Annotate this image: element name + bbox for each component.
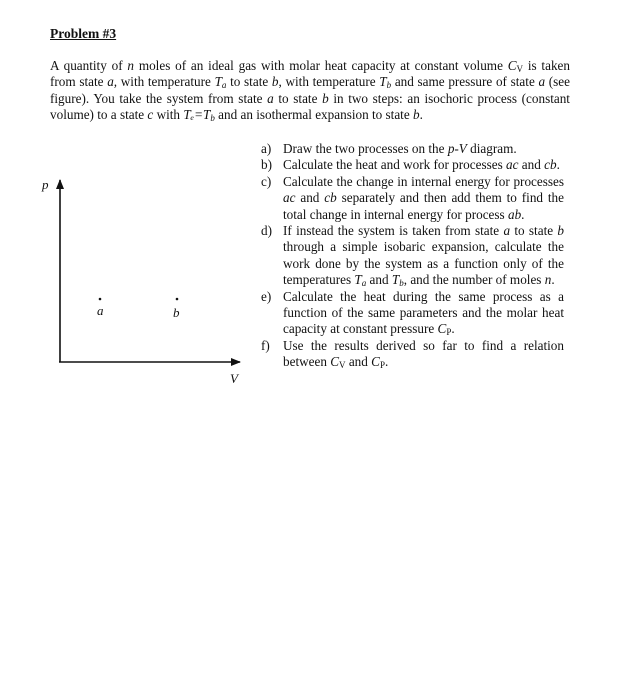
- state-a-label: a: [97, 303, 104, 318]
- problem-title: Problem #3: [50, 26, 117, 41]
- state-a-point: [99, 298, 102, 301]
- question-label: a): [261, 141, 272, 156]
- volume-axis-label: V: [230, 371, 238, 386]
- question-label: e): [261, 288, 272, 304]
- question-a: a) Draw the two processes on the p-V diagram.: [261, 141, 517, 156]
- problem-statement: A quantity of n moles of an ideal gas with molar heat capacity at constant volume $C_V$ is taken from state a, with temperature $T_a$ to state b, with temperature $T_b$ and same pressure of state a (see figure). You take the system from state a to state b in two steps: an isochoric process (constant volume) to a state c with $T_e=T_b$ and an isothermal expansion to state b.: [50, 58, 570, 124]
- question-list: [258, 141, 564, 371]
- state-b-label: b: [173, 305, 180, 320]
- question-label: b): [261, 157, 272, 173]
- question-label: f): [261, 337, 270, 353]
- question-b: b) Calculate the heat and work for processes ac and cb.: [261, 157, 560, 173]
- question-label: c): [261, 173, 272, 189]
- pressure-axis-label: p: [42, 177, 49, 192]
- state-b-point: [176, 298, 179, 301]
- question-f: f) Use the results derived so far to find a relation between $C_V$ and $C_P$.: [261, 337, 564, 371]
- question-label: d): [261, 223, 272, 239]
- pv-diagram: [40, 172, 250, 387]
- question-e: e) Calculate the heat during the same process as a function of the same parameters and the molar heat capacity at constant pressure $C_P$.: [261, 288, 564, 338]
- question-d: d) If instead the system is taken from state a to state b through a simple isobaric expansion, calculate the work done by the system as a function only of the temperatures $T_a$ and $T_b$, and the number of moles n.: [261, 223, 564, 289]
- question-c: c) Calculate the change in internal energy for processes ac and cb separately and then add them to find the total change in internal energy for process ab.: [261, 173, 564, 222]
